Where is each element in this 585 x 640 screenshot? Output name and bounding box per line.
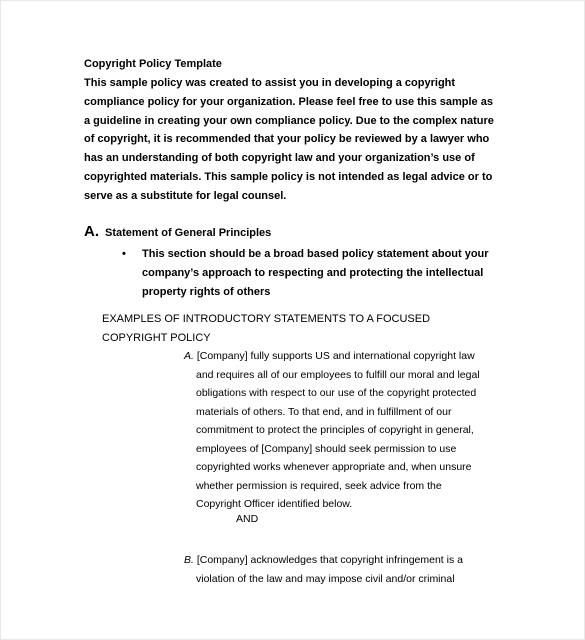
section-letter: A. <box>84 223 99 240</box>
bullet-line: property rights of others <box>142 285 271 298</box>
item-marker: B. <box>184 554 194 566</box>
item-first-line-text: [Company] fully supports US and international copyright law <box>196 350 475 362</box>
item-line: violation of the law and may impose civil and/or criminal <box>196 572 455 585</box>
examples-heading-line: EXAMPLES OF INTRODUCTORY STATEMENTS TO A FOCUSED <box>102 313 431 325</box>
intro-line: a guideline in creating your own compliance policy. Due to the complex nature <box>84 114 494 127</box>
example-item-first-line <box>184 551 463 570</box>
bullet-item <box>122 245 489 301</box>
example-item-first-line <box>184 347 480 366</box>
intro-line: compliance policy for your organization. Please feel free to use this sample as <box>84 95 493 108</box>
example-item-b <box>184 551 463 588</box>
item-line: and requires all of our employees to fulfill our moral and legal <box>196 368 480 381</box>
intro-line: copyrighted materials. This sample policy is not intended as legal advice or to <box>84 170 493 183</box>
item-line: copyrighted works whenever appropriate and, when unsure <box>196 461 472 473</box>
and-connector: AND <box>236 513 259 525</box>
section-a-heading <box>84 223 271 240</box>
item-line: materials of others. To that end, and in fulfillment of our <box>196 405 452 418</box>
section-heading-text: Statement of General Principles <box>105 227 272 239</box>
bullet-text <box>142 245 489 301</box>
intro-line: This sample policy was created to assist you in developing a copyright <box>84 77 456 89</box>
intro-line: has an understanding of both copyright law and your organization’s use of <box>84 152 475 165</box>
item-line: obligations with respect to our use of the copyright protected <box>196 387 477 399</box>
example-item-a <box>184 347 480 514</box>
bullet-line: company’s approach to respecting and protecting the intellectual <box>142 266 484 279</box>
item-line: whether permission is required, seek advice from the <box>196 479 442 492</box>
bullet-icon: • <box>122 248 126 260</box>
item-marker: A. <box>184 350 194 362</box>
item-line: Copyright Officer identified below. <box>196 498 353 510</box>
item-line: commitment to protect the principles of copyright in general, <box>196 424 474 436</box>
examples-heading-line: COPYRIGHT POLICY <box>102 331 211 344</box>
intro-paragraph <box>84 74 504 206</box>
item-first-line-text: [Company] acknowledges that copyright infringement is a <box>196 554 463 566</box>
item-line: employees of [Company] should seek permission to use <box>196 442 457 455</box>
bullet-line: This section should be a broad based policy statement about your <box>142 248 489 260</box>
examples-heading <box>102 310 430 347</box>
document-title: Copyright Policy Template <box>84 58 222 70</box>
intro-line: serve as a substitute for legal counsel. <box>84 189 287 202</box>
intro-line: of copyright, it is recommended that your policy be reviewed by a lawyer who <box>84 133 490 146</box>
